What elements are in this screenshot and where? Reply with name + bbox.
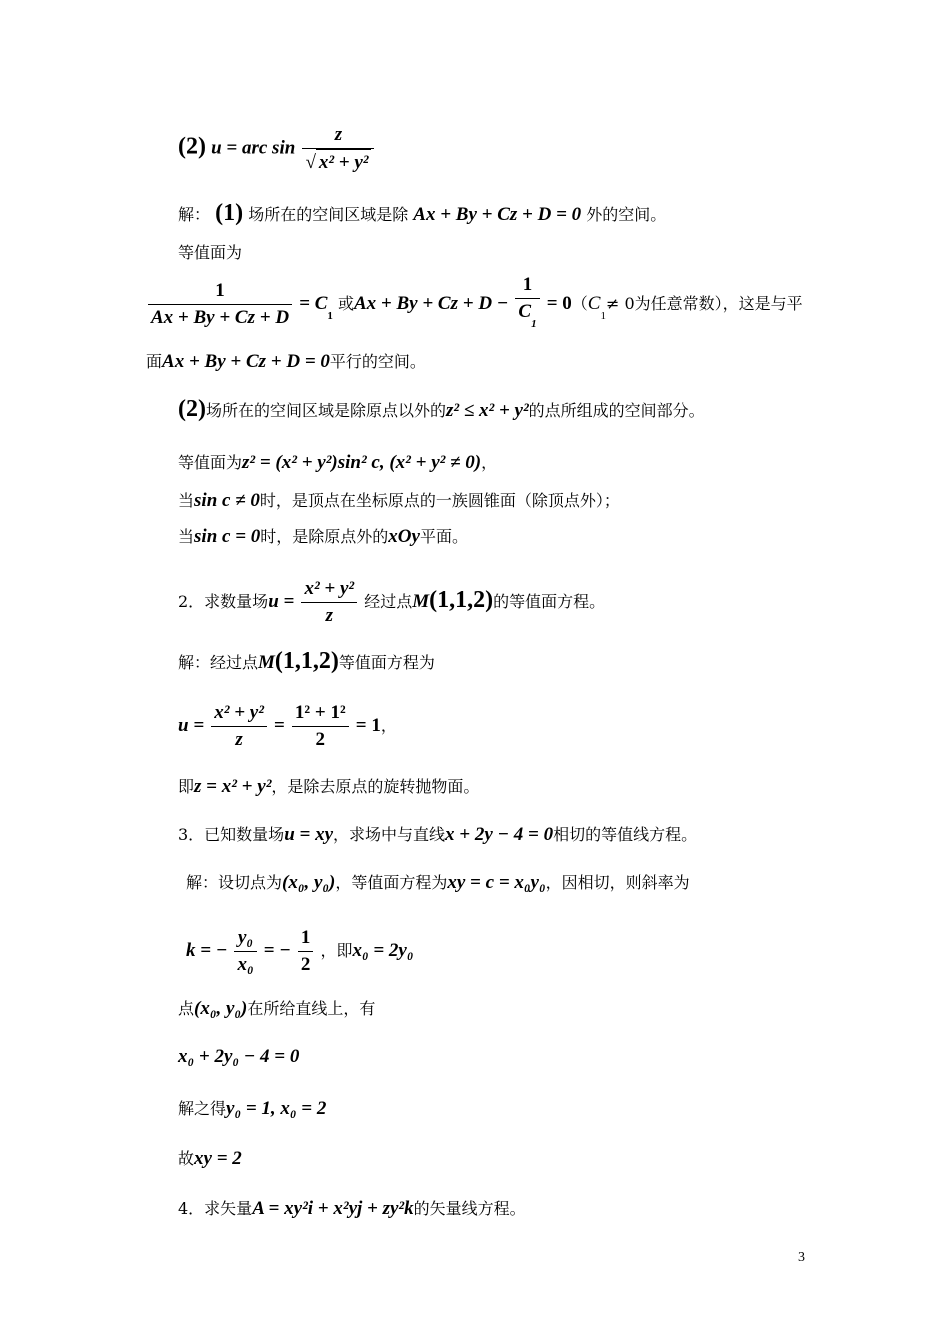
vector-A: A = xy²i + x²yj + zy²k xyxy=(252,1198,414,1219)
text: ≠ 0为任意常数） xyxy=(605,294,723,313)
text: ，求场中与直线 xyxy=(333,825,446,844)
equals: = xyxy=(274,715,285,736)
subscript: 1 xyxy=(327,310,333,322)
levelset-2 xyxy=(178,452,497,474)
text: 解之得 xyxy=(178,1099,227,1118)
final-equation: z = x² + y² xyxy=(194,776,272,797)
subscript: 1 xyxy=(600,310,606,322)
text: ，因相切，则斜率为 xyxy=(545,873,690,892)
text: 故 xyxy=(178,1149,195,1168)
item-marker: (2) xyxy=(178,396,206,422)
relation: x₀ = 2y₀ xyxy=(352,940,414,961)
result: = 1 xyxy=(355,715,381,736)
fraction-numerator: y₀ xyxy=(234,925,256,952)
text: 等值面方程为 xyxy=(338,653,435,672)
subscript: 1 xyxy=(531,318,537,330)
tangent-point: (x₀, y₀) xyxy=(194,998,248,1019)
fraction xyxy=(148,278,292,331)
text: 或 xyxy=(337,294,354,313)
levelset-equation: xy = c = x₀y₀ xyxy=(447,872,546,893)
fraction-numerator: x² + y² xyxy=(301,576,357,603)
parallel-line xyxy=(146,351,426,373)
fraction xyxy=(515,272,539,337)
fraction-denominator: Ax + By + Cz + D xyxy=(151,307,290,328)
case-2 xyxy=(178,526,468,548)
c-symbol: C xyxy=(518,301,532,322)
text: ， xyxy=(481,453,498,472)
text: 的点所组成的空间部分。 xyxy=(528,401,705,420)
solution-label: 解： xyxy=(178,205,211,224)
text: 解：经过点 xyxy=(178,653,259,672)
slope-line xyxy=(186,925,413,978)
text: 等值面为 xyxy=(178,243,243,262)
text: 相切的等值线方程。 xyxy=(553,825,698,844)
eq-line-2 xyxy=(178,122,376,176)
plane-equation: Ax + By + Cz + D = 0 xyxy=(413,204,582,225)
text: 解：设切点为 xyxy=(186,873,283,892)
solve-line xyxy=(178,1098,326,1120)
text: 的等值面方程。 xyxy=(493,592,606,611)
case-1 xyxy=(178,490,620,512)
sqrt-content: x² + y² xyxy=(316,149,372,176)
fraction-numerator: 1² + 1² xyxy=(292,700,349,727)
text: 场所在的空间区域是除原点以外的 xyxy=(205,401,446,420)
inequality: z² ≤ x² + y² xyxy=(446,400,529,421)
item-marker: (2) xyxy=(178,133,206,160)
equation-u: u = xyxy=(268,591,295,612)
point-coords: (1,1,2) xyxy=(429,587,494,613)
fraction-denominator: √ x² + y² xyxy=(302,149,374,176)
condition: sin c = 0 xyxy=(194,526,261,547)
text: 平行的空间。 xyxy=(329,352,426,371)
equation-u: u = xy xyxy=(284,824,334,845)
text: ，是除去原点的旋转抛物面。 xyxy=(271,777,480,796)
fraction-numerator: x² + y² xyxy=(211,700,267,727)
question-4 xyxy=(178,1198,526,1220)
fraction-denominator: 2 xyxy=(315,729,326,750)
text: 4．求矢量 xyxy=(178,1199,253,1218)
point-on-line xyxy=(178,998,375,1020)
text: （ xyxy=(571,294,588,313)
answer-2-final xyxy=(178,776,479,798)
question-2 xyxy=(178,576,605,629)
answer: xy = 2 xyxy=(194,1148,242,1169)
therefore-line xyxy=(178,1148,242,1170)
answer-2-equation xyxy=(178,700,397,753)
text: 时，是顶点在坐标原点的一族圆锥面（除顶点外）； xyxy=(259,491,620,510)
line-equation-2 xyxy=(178,1046,299,1068)
equals-c: = C xyxy=(299,293,328,314)
plane-minus: Ax + By + Cz + D − xyxy=(354,293,509,314)
fraction-numerator: 1 xyxy=(148,278,292,305)
equation-u: u = arc sin xyxy=(211,137,296,159)
text: ， xyxy=(380,716,397,735)
question-3 xyxy=(178,824,697,846)
text: 在所给直线上，有 xyxy=(247,999,376,1018)
fraction-denominator: 2 xyxy=(300,954,311,975)
solution: y₀ = 1, x₀ = 2 xyxy=(226,1098,327,1119)
page-number: 3 xyxy=(798,1250,805,1265)
levelset-equation: z² = (x² + y²)sin² c, (x² + y² ≠ 0) xyxy=(242,452,482,473)
fraction xyxy=(298,925,314,978)
text: 点 xyxy=(178,999,195,1018)
fraction-numerator: 1 xyxy=(298,925,314,952)
text: 当 xyxy=(178,491,195,510)
text: 面 xyxy=(146,352,163,371)
equals: = − xyxy=(263,940,291,961)
fraction-denominator xyxy=(515,299,539,337)
equation-u: u = xyxy=(178,715,205,736)
text: 2．求数量场 xyxy=(178,592,269,611)
text: 外的空间。 xyxy=(586,205,667,224)
line-equation: x + 2y − 4 = 0 xyxy=(445,824,554,845)
text: 场所在的空间区域是除 xyxy=(248,205,409,224)
equals-zero: = 0 xyxy=(546,293,572,314)
text: 等值面为 xyxy=(178,453,243,472)
fraction xyxy=(292,700,349,753)
levelset-title xyxy=(178,242,242,264)
fraction-denominator: x₀ xyxy=(237,954,254,975)
tangent-point: (x₀, y₀) xyxy=(282,872,336,893)
point-name: M xyxy=(258,652,275,673)
text: 的矢量线方程。 xyxy=(413,1199,526,1218)
fraction-denominator: z xyxy=(325,605,333,626)
plane-name: xOy xyxy=(388,526,420,547)
plane-equation: Ax + By + Cz + D = 0 xyxy=(162,351,330,372)
fraction xyxy=(302,122,374,176)
fraction-numerator: z xyxy=(302,122,374,149)
text: ，等值面方程为 xyxy=(335,873,448,892)
fraction-numerator: 1 xyxy=(515,272,539,299)
fraction xyxy=(234,925,256,978)
point-coords: (1,1,2) xyxy=(274,648,339,674)
text: 平面。 xyxy=(419,527,468,546)
fraction xyxy=(211,700,267,753)
text: 时，是除原点外的 xyxy=(260,527,389,546)
answer-2 xyxy=(178,650,435,674)
levelset-equation-1 xyxy=(146,272,803,337)
condition: sin c ≠ 0 xyxy=(194,490,260,511)
point-name: M xyxy=(412,591,430,612)
solution-1-line xyxy=(178,202,666,226)
fraction-denominator: z xyxy=(235,729,243,750)
line-equation: x₀ + 2y₀ − 4 = 0 xyxy=(178,1046,300,1067)
text: 当 xyxy=(178,527,195,546)
text: 即 xyxy=(178,777,195,796)
fraction xyxy=(301,576,357,629)
c-symbol: C xyxy=(587,293,601,314)
text: ，即 xyxy=(320,941,353,960)
text: ，这是与平 xyxy=(722,294,803,313)
answer-3 xyxy=(186,872,690,894)
slope: k = − xyxy=(186,940,228,961)
solution-2-line xyxy=(178,398,705,422)
text: 经过点 xyxy=(364,592,413,611)
text: 3．已知数量场 xyxy=(178,825,285,844)
item-marker: (1) xyxy=(215,200,244,226)
